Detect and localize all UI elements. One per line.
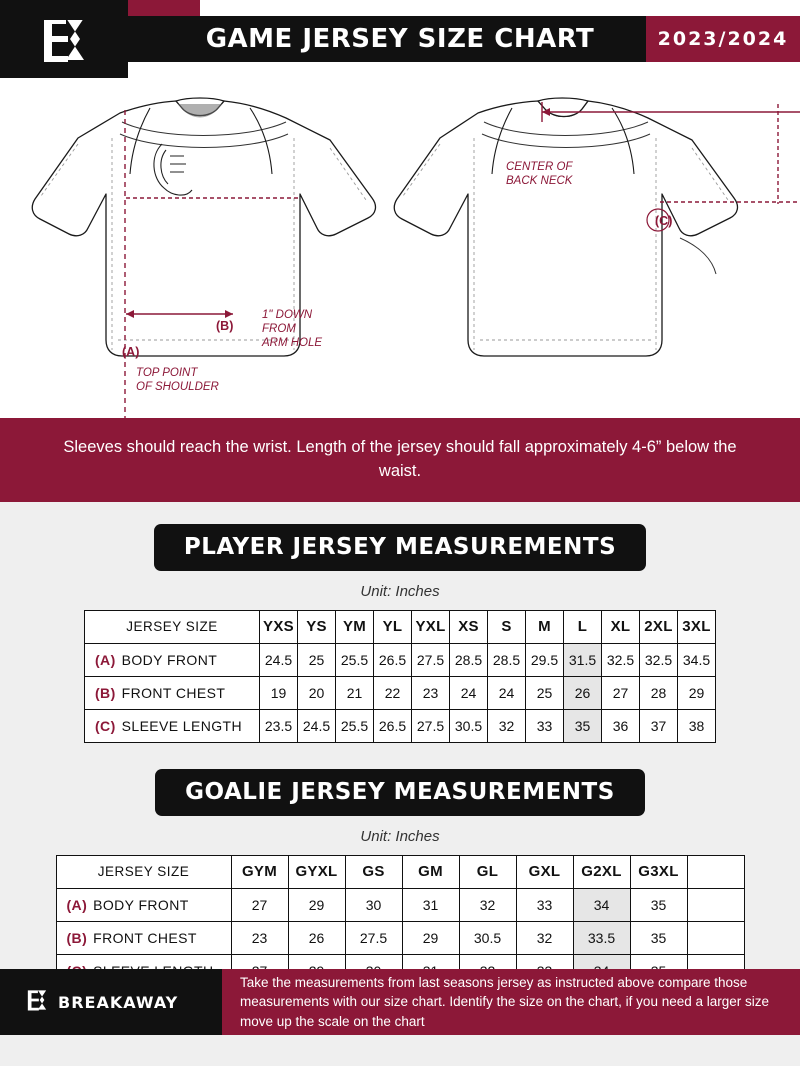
table-row xyxy=(85,643,716,676)
table-cell: 22 xyxy=(374,676,412,709)
table-cell: 31.5 xyxy=(564,643,602,676)
table-cell: 27 xyxy=(602,676,640,709)
svg-text:TOP POINT: TOP POINT xyxy=(136,367,198,379)
svg-text:CENTER OF: CENTER OF xyxy=(506,161,573,173)
table-header-size: GYM xyxy=(231,855,288,888)
svg-text:FROM: FROM xyxy=(262,323,296,335)
table-cell: 25 xyxy=(526,676,564,709)
table-header-size: M xyxy=(526,610,564,643)
table-cell: 24.5 xyxy=(298,709,336,742)
table-cell: 27.5 xyxy=(412,709,450,742)
table-cell: 25.5 xyxy=(336,709,374,742)
table-cell: 33 xyxy=(516,888,573,921)
svg-text:(B): (B) xyxy=(216,319,234,333)
table-cell: 23 xyxy=(412,676,450,709)
table-header-size: G2XL xyxy=(573,855,630,888)
table-cell: 36 xyxy=(602,709,640,742)
table-cell: 28 xyxy=(640,676,678,709)
table-header-size: 2XL xyxy=(640,610,678,643)
table-cell: 34.5 xyxy=(678,643,716,676)
page-title: GAME JERSEY SIZE CHART xyxy=(205,24,595,54)
table-cell: 35 xyxy=(564,709,602,742)
table-header-size: GXL xyxy=(516,855,573,888)
table-cell: 26.5 xyxy=(374,709,412,742)
table-cell: 32 xyxy=(488,709,526,742)
table-cell: 29 xyxy=(288,888,345,921)
table-header-size: GM xyxy=(402,855,459,888)
table-cell-empty xyxy=(687,921,744,954)
table-header-jersey-size: JERSEY SIZE xyxy=(85,610,260,643)
table-header-size: YM xyxy=(336,610,374,643)
table-row-label: (A) BODY FRONT xyxy=(85,643,260,676)
measurement-note: Sleeves should reach the wrist. Length of the jersey should fall approximately 4-6” below the waist. xyxy=(0,418,800,502)
table-cell: 21 xyxy=(336,676,374,709)
table-cell: 31 xyxy=(402,888,459,921)
jersey-diagram-svg xyxy=(0,78,800,418)
table-cell: 29 xyxy=(678,676,716,709)
measurement-tag: (A) xyxy=(66,896,88,913)
table-cell: 29 xyxy=(402,921,459,954)
table-row-label: (C) SLEEVE LENGTH xyxy=(85,709,260,742)
table-header-size: YXL xyxy=(412,610,450,643)
table-cell: 32.5 xyxy=(640,643,678,676)
table-cell: 20 xyxy=(298,676,336,709)
breakaway-b-logo-icon xyxy=(40,16,88,62)
table-cell: 27.5 xyxy=(345,921,402,954)
table-cell: 27 xyxy=(231,888,288,921)
table-cell: 34 xyxy=(573,888,630,921)
svg-text:(C): (C) xyxy=(655,214,673,228)
table-cell: 30.5 xyxy=(450,709,488,742)
goalie-measurements-table xyxy=(56,855,745,988)
table-row xyxy=(85,676,716,709)
table-cell: 25 xyxy=(298,643,336,676)
table-cell: 23.5 xyxy=(260,709,298,742)
measurement-tag: (B) xyxy=(66,929,88,946)
table-header-empty xyxy=(687,855,744,888)
season-badge: 2023/2024 xyxy=(646,16,800,62)
table-header-size: 3XL xyxy=(678,610,716,643)
table-cell: 24.5 xyxy=(260,643,298,676)
svg-text:ARM HOLE: ARM HOLE xyxy=(262,337,323,349)
table-cell: 24 xyxy=(450,676,488,709)
table-row-label: (B) FRONT CHEST xyxy=(85,676,260,709)
table-cell: 29.5 xyxy=(526,643,564,676)
table-header-size: XS xyxy=(450,610,488,643)
breakaway-b-logo-icon xyxy=(26,987,48,1018)
table-cell: 37 xyxy=(640,709,678,742)
table-header-size: GS xyxy=(345,855,402,888)
header-logo-box xyxy=(0,0,128,78)
table-header-size: GL xyxy=(459,855,516,888)
table-row xyxy=(56,921,744,954)
table-cell: 35 xyxy=(630,921,687,954)
svg-text:BACK NECK: BACK NECK xyxy=(506,175,573,187)
footer-brand-name: BREAKAWAY xyxy=(58,992,179,1012)
player-section-heading: PLAYER JERSEY MEASUREMENTS xyxy=(154,524,646,571)
svg-text:1" DOWN: 1" DOWN xyxy=(262,309,313,321)
measurement-tag: (B) xyxy=(95,684,116,701)
table-cell-empty xyxy=(687,888,744,921)
header-title-bar xyxy=(128,16,800,62)
measurement-tag: (A) xyxy=(95,651,116,668)
table-header-size: YXS xyxy=(260,610,298,643)
table-row xyxy=(85,709,716,742)
jersey-illustration xyxy=(0,78,800,418)
footer-instructions: Take the measurements from last seasons jersey as instructed above compare those measurements with our size chart. Identify the size on the chart, if you need a larger size move up the scale on the chart xyxy=(222,969,800,1035)
player-measurements-table xyxy=(84,610,716,743)
table-header-size: G3XL xyxy=(630,855,687,888)
table-cell: 26 xyxy=(564,676,602,709)
page-header xyxy=(0,0,800,78)
table-header-size: XL xyxy=(602,610,640,643)
table-cell: 38 xyxy=(678,709,716,742)
goalie-unit-label: Unit: Inches xyxy=(360,827,440,845)
table-cell: 33 xyxy=(526,709,564,742)
table-cell: 26 xyxy=(288,921,345,954)
svg-text:OF SHOULDER: OF SHOULDER xyxy=(136,381,219,393)
table-cell: 19 xyxy=(260,676,298,709)
table-header-size: YL xyxy=(374,610,412,643)
table-row xyxy=(56,888,744,921)
table-cell: 33.5 xyxy=(573,921,630,954)
table-cell: 32 xyxy=(516,921,573,954)
table-cell: 35 xyxy=(630,888,687,921)
table-cell: 28.5 xyxy=(488,643,526,676)
measurement-tag: (C) xyxy=(95,717,116,734)
player-unit-label: Unit: Inches xyxy=(360,582,440,600)
footer-brand xyxy=(0,969,222,1035)
table-header-jersey-size: JERSEY SIZE xyxy=(56,855,231,888)
svg-text:(A): (A) xyxy=(122,345,140,359)
table-cell: 32.5 xyxy=(602,643,640,676)
table-header-size: S xyxy=(488,610,526,643)
table-cell: 27.5 xyxy=(412,643,450,676)
table-row-label: (A) BODY FRONT xyxy=(56,888,231,921)
table-row-label: (B) FRONT CHEST xyxy=(56,921,231,954)
table-cell: 24 xyxy=(488,676,526,709)
table-cell: 25.5 xyxy=(336,643,374,676)
table-cell: 30.5 xyxy=(459,921,516,954)
goalie-section-heading: GOALIE JERSEY MEASUREMENTS xyxy=(155,769,645,816)
page-footer xyxy=(0,969,800,1035)
table-cell: 23 xyxy=(231,921,288,954)
table-cell: 28.5 xyxy=(450,643,488,676)
table-header-size: YS xyxy=(298,610,336,643)
table-header-size: GYXL xyxy=(288,855,345,888)
table-cell: 30 xyxy=(345,888,402,921)
table-header-size: L xyxy=(564,610,602,643)
table-cell: 26.5 xyxy=(374,643,412,676)
table-cell: 32 xyxy=(459,888,516,921)
